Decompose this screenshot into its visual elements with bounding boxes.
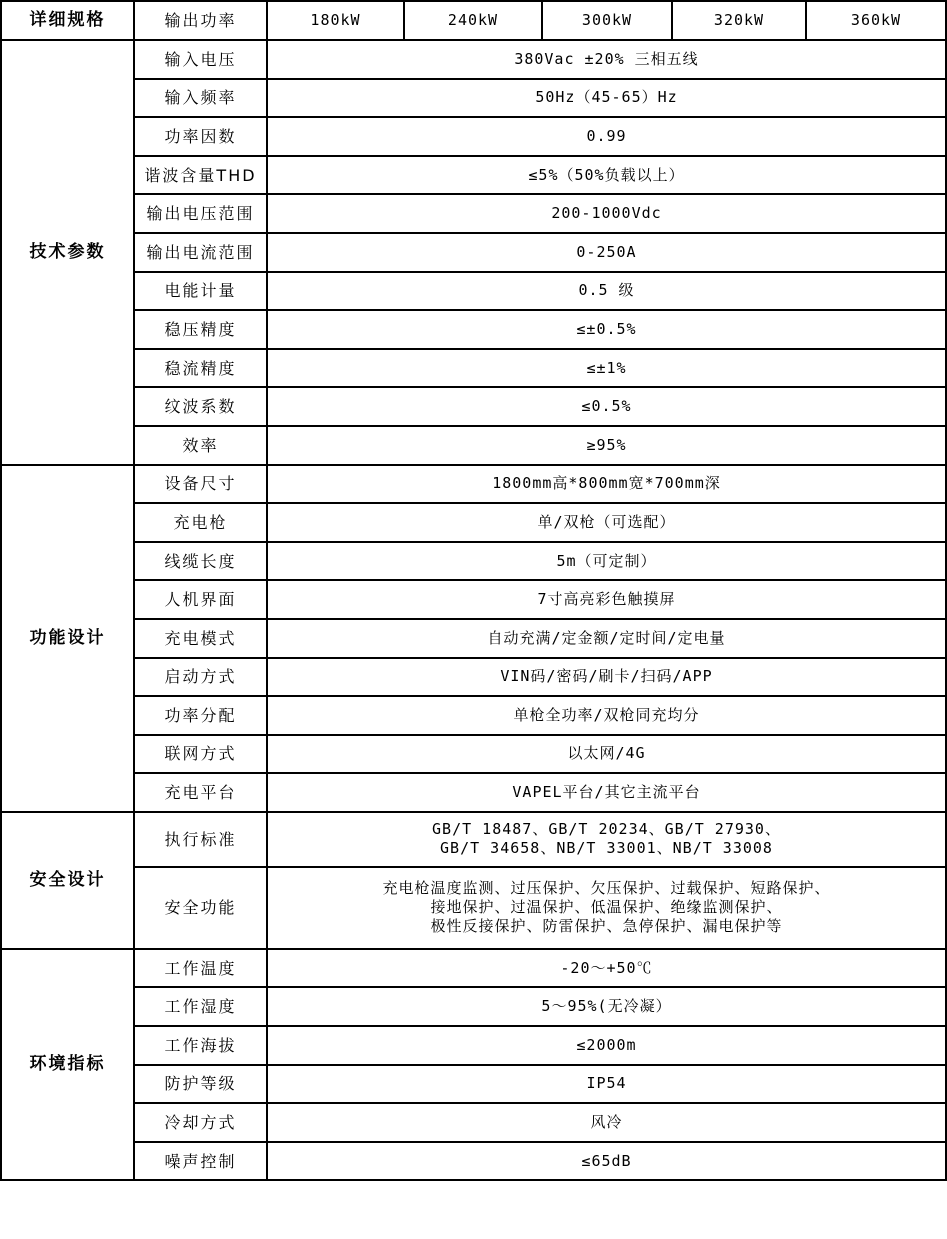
- spec-label: 防护等级: [134, 1065, 267, 1104]
- spec-value: 0.99: [267, 117, 946, 156]
- spec-row: [1, 194, 946, 233]
- spec-label: 充电枪: [134, 503, 267, 542]
- spec-value: 单/双枪（可选配）: [267, 503, 946, 542]
- spec-row: [1, 79, 946, 118]
- spec-value: ≤2000m: [267, 1026, 946, 1065]
- spec-row: [1, 658, 946, 697]
- spec-row: [1, 349, 946, 388]
- spec-value: VIN码/密码/刷卡/扫码/APP: [267, 658, 946, 697]
- spec-label: 启动方式: [134, 658, 267, 697]
- spec-label: 人机界面: [134, 580, 267, 619]
- spec-value-line: 接地保护、过温保护、低温保护、绝缘监测保护、: [430, 898, 783, 917]
- spec-label: 电能计量: [134, 272, 267, 311]
- group-environment-specs: 环境指标: [1, 949, 134, 1181]
- spec-row: [1, 40, 946, 79]
- group-function-design: 功能设计: [1, 465, 134, 812]
- spec-label: 工作海拔: [134, 1026, 267, 1065]
- spec-row: [1, 233, 946, 272]
- spec-value: ≤0.5%: [267, 387, 946, 426]
- spec-row: [1, 867, 946, 949]
- spec-label: 输出电压范围: [134, 194, 267, 233]
- spec-value: 0.5 级: [267, 272, 946, 311]
- spec-value: 自动充满/定金额/定时间/定电量: [267, 619, 946, 658]
- output-power-label: 输出功率: [134, 1, 267, 40]
- spec-row: [1, 949, 946, 988]
- spec-row: [1, 696, 946, 735]
- spec-label: 冷却方式: [134, 1103, 267, 1142]
- spec-label: 稳流精度: [134, 349, 267, 388]
- spec-value: 1800mm高*800mm宽*700mm深: [267, 465, 946, 504]
- spec-row: [1, 156, 946, 195]
- spec-label: 功率分配: [134, 696, 267, 735]
- model-180kw: 180kW: [267, 1, 404, 40]
- spec-value: 7寸高亮彩色触摸屏: [267, 580, 946, 619]
- spec-value: 以太网/4G: [267, 735, 946, 774]
- spec-row: [1, 503, 946, 542]
- spec-value: 5～95%(无冷凝）: [267, 987, 946, 1026]
- spec-row: [1, 580, 946, 619]
- spec-value: -20～+50℃: [267, 949, 946, 988]
- spec-value: VAPEL平台/其它主流平台: [267, 773, 946, 812]
- spec-value: 单枪全功率/双枪同充均分: [267, 696, 946, 735]
- spec-row: [1, 272, 946, 311]
- spec-label: 设备尺寸: [134, 465, 267, 504]
- spec-value: 5m（可定制）: [267, 542, 946, 581]
- spec-value: IP54: [267, 1065, 946, 1104]
- spec-label: 工作温度: [134, 949, 267, 988]
- spec-row: [1, 542, 946, 581]
- group-safety-design: 安全设计: [1, 812, 134, 949]
- spec-value-line: 充电枪温度监测、过压保护、欠压保护、过载保护、短路保护、: [382, 879, 831, 898]
- spec-value-line: GB/T 34658、NB/T 33001、NB/T 33008: [440, 839, 773, 858]
- spec-row: [1, 1142, 946, 1181]
- spec-label: 执行标准: [134, 812, 267, 867]
- spec-label: 噪声控制: [134, 1142, 267, 1181]
- spec-label: 充电模式: [134, 619, 267, 658]
- spec-row: [1, 1065, 946, 1104]
- spec-value-line: 极性反接保护、防雷保护、急停保护、漏电保护等: [430, 917, 783, 936]
- spec-row: [1, 812, 946, 867]
- spec-value: ≤65dB: [267, 1142, 946, 1181]
- spec-value-line: GB/T 18487、GB/T 20234、GB/T 27930、: [432, 820, 781, 839]
- spec-row: [1, 426, 946, 465]
- spec-row: [1, 1026, 946, 1065]
- spec-label: 安全功能: [134, 867, 267, 949]
- spec-label: 稳压精度: [134, 310, 267, 349]
- spec-value: ≤±1%: [267, 349, 946, 388]
- spec-value: [267, 867, 946, 949]
- group-technical-params: 技术参数: [1, 40, 134, 465]
- spec-row: [1, 387, 946, 426]
- model-320kw: 320kW: [672, 1, 806, 40]
- spec-row: [1, 1103, 946, 1142]
- model-360kw: 360kW: [806, 1, 946, 40]
- spec-label: 纹波系数: [134, 387, 267, 426]
- spec-value: 380Vac ±20% 三相五线: [267, 40, 946, 79]
- spec-value: [267, 812, 946, 867]
- spec-row: [1, 987, 946, 1026]
- spec-value: 风冷: [267, 1103, 946, 1142]
- spec-value: 50Hz（45-65）Hz: [267, 79, 946, 118]
- spec-label: 谐波含量THD: [134, 156, 267, 195]
- spec-row: [1, 117, 946, 156]
- spec-value: ≥95%: [267, 426, 946, 465]
- spec-label: 充电平台: [134, 773, 267, 812]
- spec-row: [1, 310, 946, 349]
- spec-label: 工作湿度: [134, 987, 267, 1026]
- spec-label: 效率: [134, 426, 267, 465]
- spec-value: 200-1000Vdc: [267, 194, 946, 233]
- spec-label: 输入频率: [134, 79, 267, 118]
- spec-row: [1, 619, 946, 658]
- spec-label: 输入电压: [134, 40, 267, 79]
- model-300kw: 300kW: [542, 1, 672, 40]
- spec-value: 0-250A: [267, 233, 946, 272]
- spec-label: 输出电流范围: [134, 233, 267, 272]
- spec-value: ≤5%（50%负载以上）: [267, 156, 946, 195]
- model-240kw: 240kW: [404, 1, 542, 40]
- spec-row: [1, 465, 946, 504]
- spec-label: 线缆长度: [134, 542, 267, 581]
- header-row: [1, 1, 946, 40]
- spec-value: ≤±0.5%: [267, 310, 946, 349]
- corner-cell: 详细规格: [1, 1, 134, 40]
- spec-label: 联网方式: [134, 735, 267, 774]
- spec-row: [1, 773, 946, 812]
- spec-label: 功率因数: [134, 117, 267, 156]
- spec-row: [1, 735, 946, 774]
